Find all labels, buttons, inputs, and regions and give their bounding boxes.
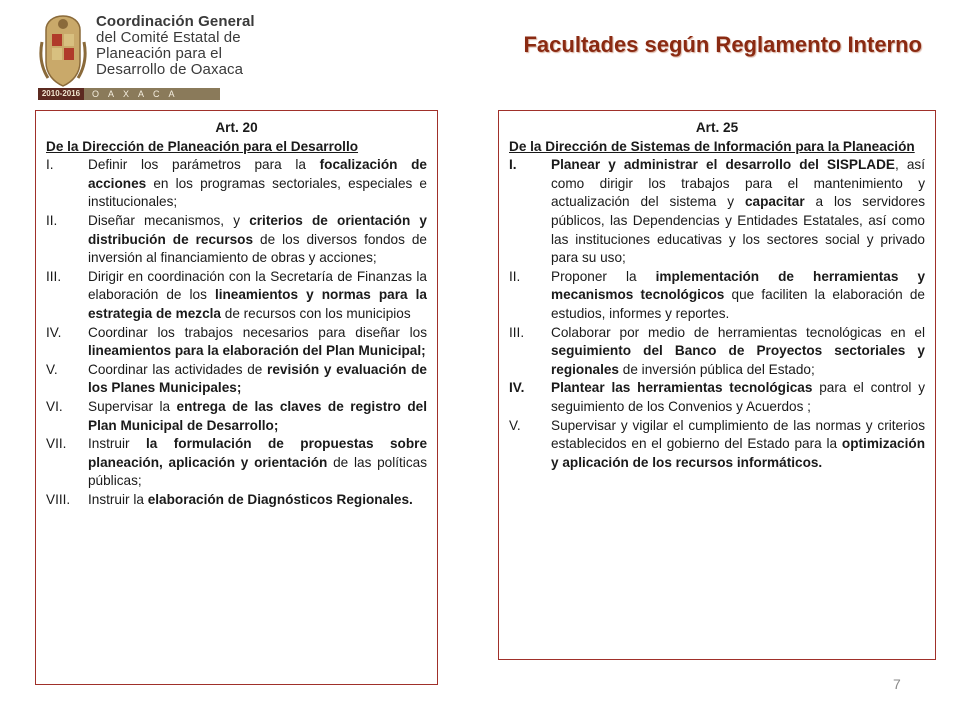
- item-text: [551, 417, 925, 473]
- item-text: [88, 361, 427, 398]
- item-text-segment: Coordinar los trabajos necesarios para diseñar los: [88, 324, 427, 340]
- item-text-segment: Proponer la: [551, 268, 656, 284]
- article-heading: De la Dirección de Sistemas de Información para la Planeación: [509, 138, 915, 154]
- list-item: [46, 324, 427, 361]
- item-text-bold: capacitar: [744, 194, 805, 210]
- org-line: Coordinación General: [96, 13, 255, 30]
- item-text: [551, 379, 925, 416]
- page-number: 7: [893, 676, 901, 692]
- item-text-bold: Planear y administrar el desarrollo del SISPLADE: [551, 157, 895, 173]
- item-text-segment: de inversión pública del Estado;: [619, 361, 815, 377]
- article-number: Art. 25: [695, 120, 739, 135]
- article-items-list: [46, 156, 427, 509]
- item-numeral: V.: [46, 361, 58, 377]
- item-numeral: IV.: [509, 380, 525, 396]
- item-numeral: III.: [46, 268, 62, 284]
- article-25-panel: [498, 110, 936, 660]
- item-numeral: VIII.: [46, 491, 71, 507]
- list-item: [46, 435, 427, 491]
- list-item: [46, 398, 427, 435]
- item-text-segment: para el control y seguimiento de los Convenios y Acuerdos ;: [551, 380, 925, 414]
- item-text: [551, 268, 925, 324]
- item-text-segment: de las políticas públicas;: [88, 454, 427, 489]
- list-item: [509, 156, 925, 268]
- item-text-segment: Dirigir en coordinación con la Secretaría de Finanzas la elaboración de los: [88, 268, 427, 303]
- item-text-bold: revisión y evaluación de los Planes Municipales;: [88, 361, 427, 396]
- item-numeral: I.: [509, 157, 517, 173]
- article-heading: De la Dirección de Planeación para el Desarrollo: [46, 138, 359, 154]
- article-20-panel: [35, 110, 438, 685]
- item-text-segment: de recursos con los municipios: [220, 305, 411, 321]
- item-numeral: II.: [509, 268, 521, 284]
- item-text-segment: Coordinar las actividades de: [88, 361, 268, 377]
- article-items-list: [509, 156, 925, 472]
- item-text-segment: a los servidores públicos, las Dependencias y Entidades Estatales, así como las instituciones educativas y los sectores social y privado para su uso;: [551, 194, 925, 266]
- item-numeral: V.: [509, 417, 521, 433]
- item-text: [88, 324, 427, 361]
- item-text: [88, 435, 427, 491]
- item-numeral: I.: [46, 157, 54, 173]
- item-text-bold: lineamientos y normas para la estrategia de mezcla: [88, 287, 427, 321]
- item-text-segment: Colaborar por medio de herramientas tecnológicas en el: [551, 324, 925, 340]
- item-text: [88, 156, 427, 212]
- list-item: [509, 268, 925, 324]
- item-text-segment: Definir los parámetros para la: [88, 157, 320, 173]
- organization-logo: [38, 12, 255, 99]
- list-item: [46, 361, 427, 398]
- item-text-segment: Instruir la: [88, 491, 148, 507]
- item-text: [551, 324, 925, 380]
- item-text: [88, 212, 427, 268]
- coat-of-arms-icon: [38, 12, 88, 96]
- item-text: [88, 491, 427, 510]
- item-text: [88, 398, 427, 435]
- item-text-bold: elaboración de Diagnósticos Regionales.: [147, 491, 413, 507]
- logo-state: OAXACA: [92, 89, 184, 99]
- org-line: Planeación para el: [96, 45, 223, 62]
- item-text-segment: Instruir: [88, 436, 146, 452]
- item-text: [88, 268, 427, 324]
- article-number: Art. 20: [215, 120, 258, 135]
- list-item: [509, 324, 925, 380]
- item-text: [551, 156, 925, 268]
- list-item: [46, 156, 427, 212]
- item-text-segment: en los programas sectoriales, especiales e institucionales;: [88, 175, 427, 210]
- item-text-bold: la formulación de propuestas sobre planeación, aplicación y orientación: [88, 436, 427, 470]
- page-title: Facultades según Reglamento Interno: [523, 32, 922, 57]
- item-numeral: VII.: [46, 436, 67, 452]
- logo-years: 2010-2016: [38, 88, 84, 100]
- org-line: del Comité Estatal de: [96, 29, 241, 46]
- organization-name: [96, 13, 255, 78]
- item-numeral: II.: [46, 212, 58, 228]
- item-text-bold: criterios de orientación y distribución de recursos: [88, 212, 427, 247]
- item-text-segment: de los diversos fondos de inversión al financiamiento de obras y acciones;: [88, 231, 427, 266]
- item-text-segment: Supervisar y vigilar el cumplimiento de las normas y criterios establecidos en el gobierno del Estado para la: [551, 417, 925, 452]
- item-text-bold: lineamientos para la elaboración del Plan Municipal;: [88, 343, 426, 359]
- item-numeral: VI.: [46, 398, 63, 414]
- item-text-bold: seguimiento del Banco de Proyectos sectoriales y regionales: [551, 343, 925, 377]
- list-item: [46, 268, 427, 324]
- item-text-segment: Supervisar la: [88, 398, 177, 414]
- org-line: Desarrollo de Oaxaca: [96, 61, 244, 78]
- list-item: [46, 212, 427, 268]
- item-numeral: IV.: [46, 324, 62, 340]
- list-item: [509, 417, 925, 473]
- item-text-bold: entrega de las claves de registro del Plan Municipal de Desarrollo;: [88, 398, 427, 433]
- item-text-segment: , así como dirigir los trabajos para el mantenimiento y actualización del sistema y: [551, 157, 926, 210]
- list-item: [509, 379, 925, 416]
- item-text-segment: que faciliten la elaboración de estudios, informes y reportes.: [551, 287, 925, 321]
- item-text-bold: focalización de acciones: [88, 157, 427, 191]
- item-numeral: III.: [509, 324, 525, 340]
- item-text-segment: Diseñar mecanismos, y: [88, 212, 250, 228]
- item-text-bold: Plantear las herramientas tecnológicas: [551, 380, 813, 396]
- item-text-bold: optimización y aplicación de los recursos informáticos.: [551, 436, 925, 470]
- item-text-bold: implementación de herramientas y mecanismos tecnológicos: [551, 268, 926, 303]
- list-item: [46, 491, 427, 510]
- logo-bar: [38, 88, 220, 100]
